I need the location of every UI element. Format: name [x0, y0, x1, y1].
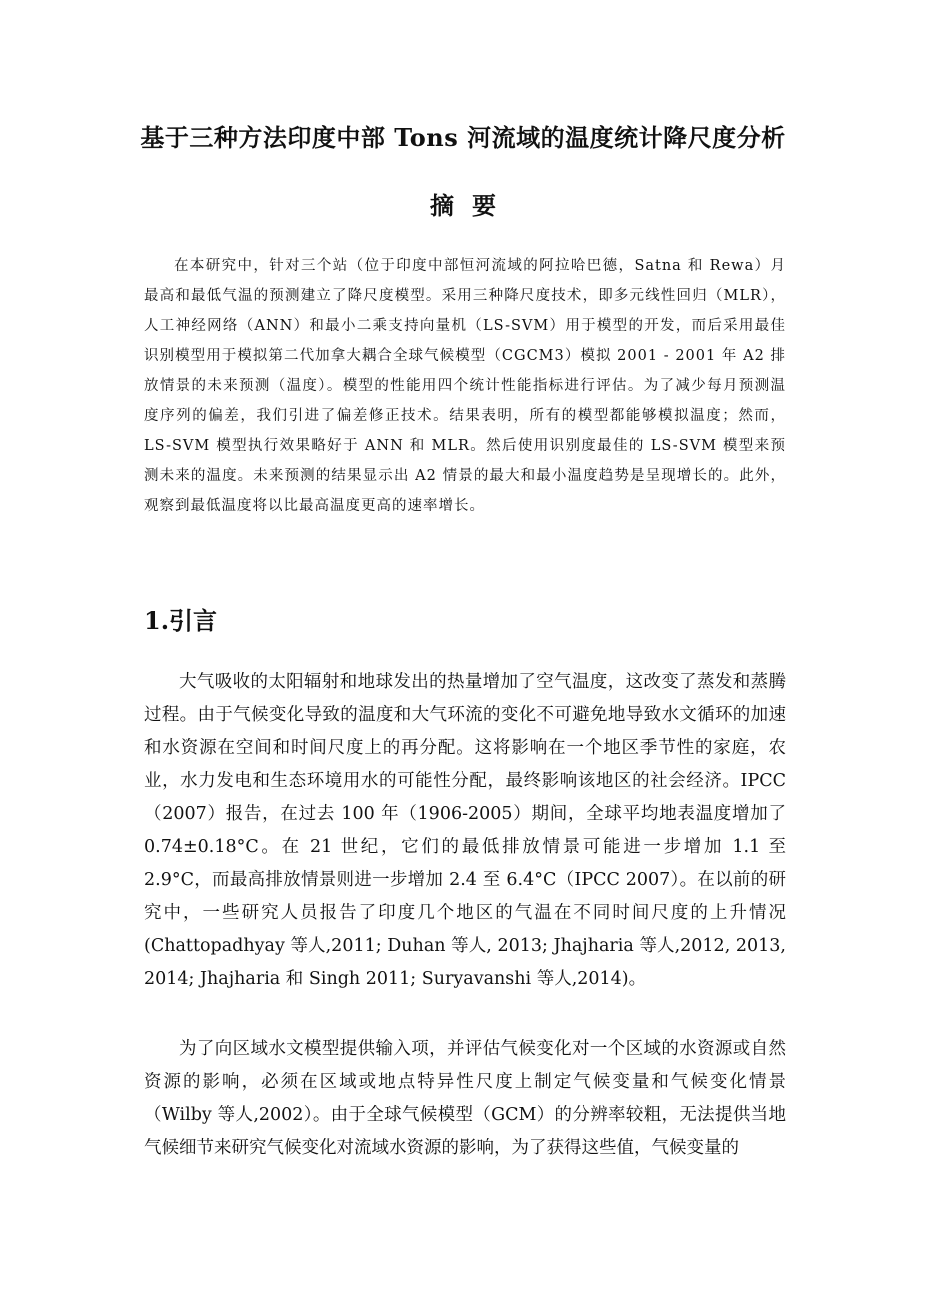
- intro-paragraph-1: 大气吸收的太阳辐射和地球发出的热量增加了空气温度，这改变了蒸发和蒸腾过程。由于气候变化导致的温度和大气环流的变化不可避免地导致水文循环的加速和水资源在空间和时间尺度上的再分配。这将影响在一个地区季节性的家庭，农业，水力发电和生态环境用水的可能性分配，最终影响该地区的社会经济。IPCC（2007）报告，在过去 100 年（1906-2005）期间，全球平均地表温度增加了 0.74±0.18°C。在 21 世纪，它们的最低排放情景可能进一步增加 1.1 至 2.9°C，而最高排放情景则进一步增加 2.4 至 6.4°C（IPCC 2007）。在以前的研究中，一些研究人员报告了印度几个地区的气温在不同时间尺度的上升情况 (Chattopadhyay 等人,2011; Duhan 等人, 2013; Jhajharia 等人,2012, 2013, 2014; Jhajharia 和 Singh 2011; Suryavanshi 等人,2014)。: [144, 672, 786, 989]
- intro-paragraph-2: 为了向区域水文模型提供输入项，并评估气候变化对一个区域的水资源或自然资源的影响，必须在区域或地点特异性尺度上制定气候变量和气候变化情景（Wilby 等人,2002）。由于全球气候模型（GCM）的分辨率较粗，无法提供当地气候细节来研究气候变化对流域水资源的影响，为了获得这些值，气候变量的: [144, 1039, 786, 1158]
- abstract-text: 在本研究中，针对三个站（位于印度中部恒河流域的阿拉哈巴德，Satna 和 Rewa）月最高和最低气温的预测建立了降尺度模型。采用三种降尺度技术，即多元线性回归（MLR），人工神经网络（ANN）和最小二乘支持向量机（LS-SVM）用于模型的开发，而后采用最佳识别模型用于模拟第二代加拿大耦合全球气候模型（CGCM3）模拟 2001 - 2001 年 A2 排放情景的未来预测（温度）。模型的性能用四个统计性能指标进行评估。为了减少每月预测温度序列的偏差，我们引进了偏差修正技术。结果表明，所有的模型都能够模拟温度；然而，LS-SVM 模型执行效果略好于 ANN 和 MLR。然后使用识别度最佳的 LS-SVM 模型来预测未来的温度。未来预测的结果显示出 A2 情景的最大和最小温度趋势是呈现增长的。此外，观察到最低温度将以比最高温度更高的速率增长。: [144, 258, 786, 514]
- paper-title: 基于三种方法印度中部 Tons 河流域的温度统计降尺度分析: [140, 123, 786, 152]
- abstract-heading: 摘要: [430, 191, 514, 220]
- section-heading-introduction: 1.引言: [144, 606, 218, 635]
